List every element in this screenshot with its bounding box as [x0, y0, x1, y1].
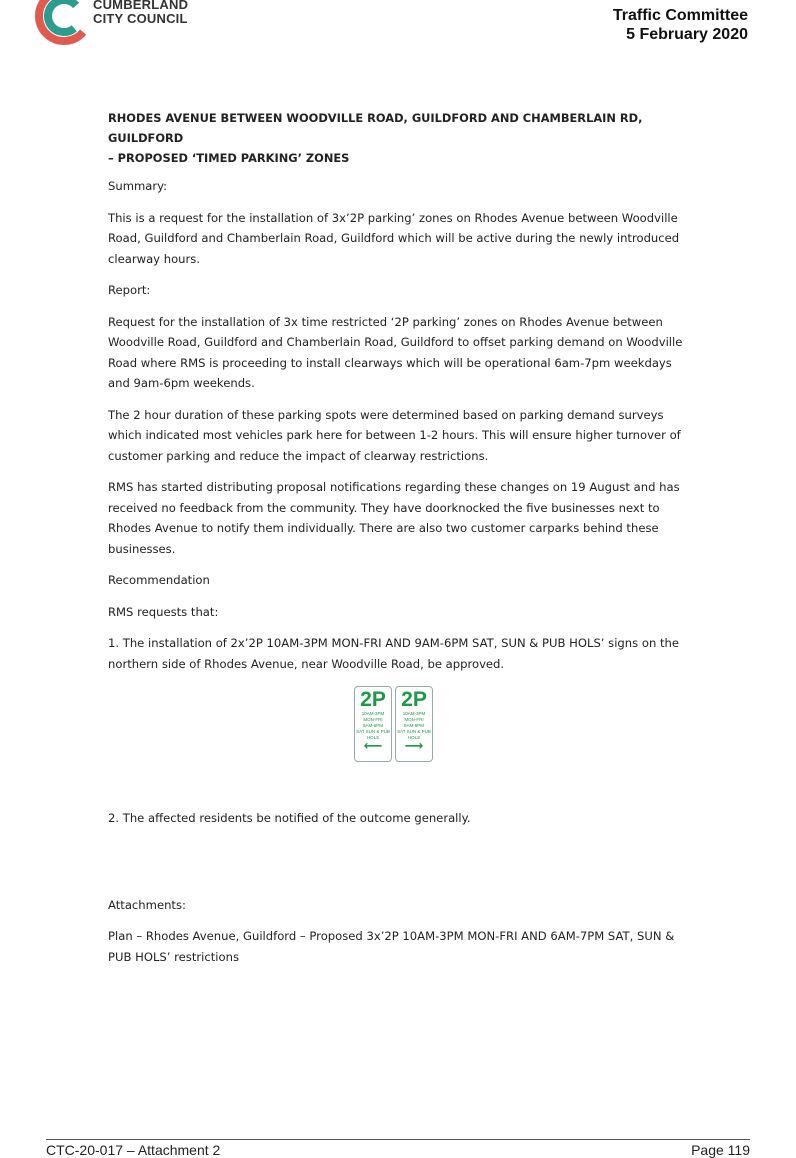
- parking-signs-image: [354, 686, 688, 764]
- council-logo-icon: [34, 0, 94, 46]
- document-title-line1: RHODES AVENUE BETWEEN WOODVILLE ROAD, GUILDFORD AND CHAMBERLAIN RD, GUILDFORD: [108, 111, 643, 145]
- page-number: Page 119: [691, 1142, 750, 1158]
- sign-right-line2: MON-FRI: [404, 717, 424, 722]
- parking-sign-left: [354, 686, 392, 762]
- recommendation-item-1: 1. The installation of 2x’2P 10AM-3PM MON-FRI AND 9AM-6PM SAT, SUN & PUB HOLS’ signs on the northern side of Rhodes Avenue, near Woodville Road, be approved.: [108, 636, 680, 671]
- report-paragraph-3: RMS has started distributing proposal notifications regarding these changes on 19 August and has received no feedback from the community. They have doorknocked the five businesses next to Rhodes Avenue to notify them individually. There are also two customer carparks behind these businesses.: [108, 480, 680, 556]
- meeting-header: [613, 6, 748, 44]
- sign-right-line3: 9AM-6PM: [403, 723, 424, 728]
- report-heading: Report:: [108, 283, 151, 297]
- sign-left-line4: SAT SUN & PUB HOLS: [356, 729, 390, 740]
- document-body: [108, 108, 688, 978]
- recommendation-item-2: 2. The affected residents be notified of the outcome generally.: [108, 811, 471, 825]
- sign-right-big: 2P: [401, 688, 427, 711]
- document-title: [108, 108, 688, 168]
- sign-right-line4: SAT SUN & PUB HOLS: [397, 729, 431, 740]
- meeting-date: 5 February 2020: [626, 26, 748, 43]
- arrow-left-icon: ⟵: [363, 739, 383, 754]
- sign-left-big: 2P: [360, 688, 386, 711]
- council-name: [93, 0, 188, 26]
- recommendation-heading: Recommendation: [108, 573, 210, 587]
- footer-divider: [46, 1139, 750, 1140]
- parking-sign-right: [395, 686, 433, 762]
- attachments-text: Plan – Rhodes Avenue, Guildford – Proposed 3x’2P 10AM-3PM MON-FRI AND 6AM-7PM SAT, SUN & PUB HOLS’ restrictions: [108, 929, 675, 964]
- attachments-heading: Attachments:: [108, 897, 186, 912]
- council-name-line2: CITY COUNCIL: [93, 11, 188, 26]
- sign-right-line1: 10AM-3PM: [402, 711, 426, 716]
- footer-reference: CTC-20-017 – Attachment 2: [46, 1142, 221, 1158]
- report-paragraph-2: The 2 hour duration of these parking spots were determined based on parking demand surveys which indicated most vehicles park here for between 1-2 hours. This will ensure higher turnover of customer parking and reduce the impact of clearway restrictions.: [108, 407, 681, 463]
- report-paragraph-1: Request for the installation of 3x time restricted ‘2P parking’ zones on Rhodes Avenue between Woodville Road, Guildford and Chamberlain Road, Guildford to offset parking demand on Woodville Road where RMS is proceeding to install clearways which will be operational 6am-7pm weekdays and 9am-6pm weekends.: [108, 314, 683, 390]
- sign-left-line2: MON-FRI: [363, 717, 383, 722]
- document-title-line2: – PROPOSED ‘TIMED PARKING’ ZONES: [108, 151, 350, 165]
- council-name-line1: CUMBERLAND: [93, 0, 189, 12]
- summary-text: This is a request for the installation of 3x’2P parking’ zones on Rhodes Avenue between Woodville Road, Guildford and Chamberlain Road, Guildford which will be active during the newly introduced clearway hours.: [108, 210, 680, 266]
- sign-left-line1: 10AM-3PM: [361, 711, 385, 716]
- summary-heading: Summary:: [108, 179, 168, 193]
- rms-requests: RMS requests that:: [108, 604, 219, 619]
- meeting-title: Traffic Committee: [612, 7, 748, 24]
- sign-left-line3: 9AM-6PM: [362, 723, 383, 728]
- arrow-right-icon: ⟶: [404, 739, 424, 754]
